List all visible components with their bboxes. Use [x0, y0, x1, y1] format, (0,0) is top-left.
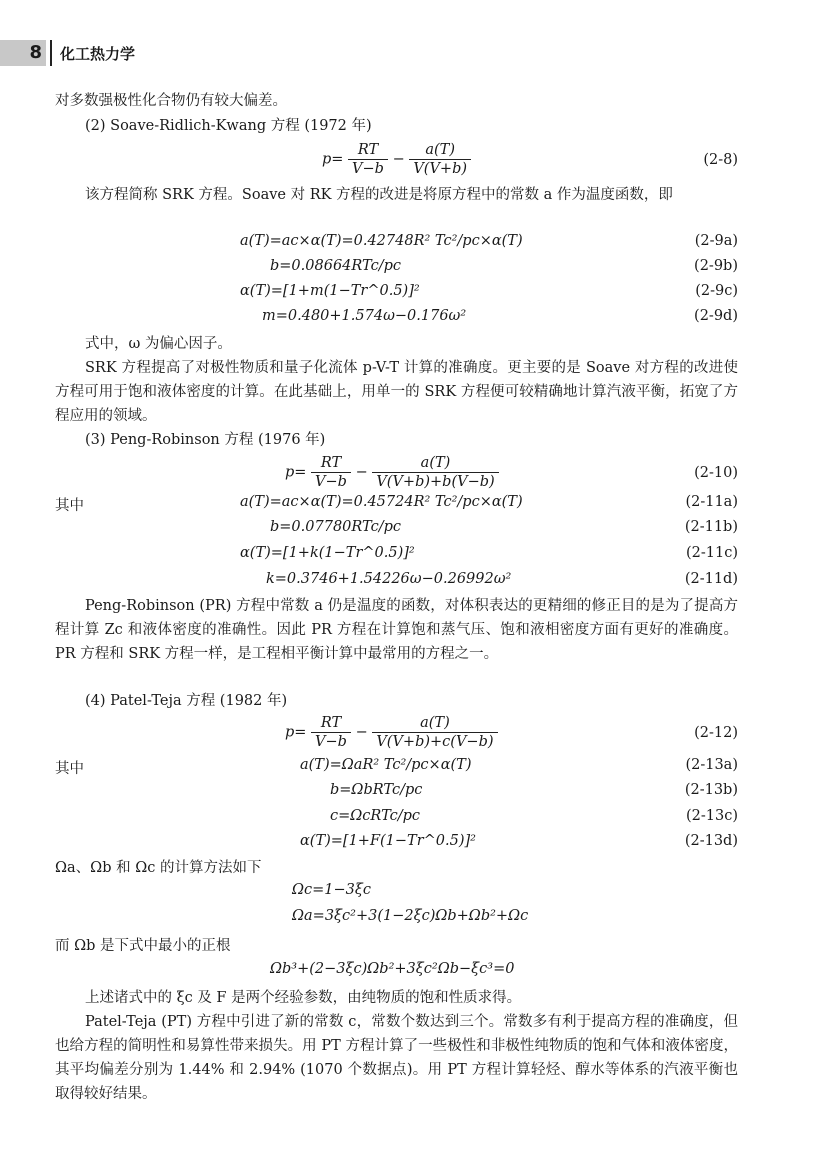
paragraph: 上述诸式中的 ξc 及 F 是两个经验参数，由纯物质的饱和性质求得。	[85, 990, 522, 1006]
equation-2-9d: m=0.480+1.574ω−0.176ω²	[262, 308, 467, 324]
equation-number: (2-9d)	[694, 308, 738, 324]
equation-number: (2-11d)	[684, 571, 738, 587]
equation-2-11b: b=0.07780RTc/pc	[270, 519, 402, 535]
equation-2-9c: α(T)=[1+m(1−Tr^0.5)]²	[240, 283, 420, 299]
equation-number: (2-13c)	[685, 808, 738, 824]
equation-2-13a: a(T)=ΩaR² Tc²/pc×α(T)	[300, 757, 472, 773]
equation-2-11a: a(T)=ac×α(T)=0.45724R² Tc²/pc×α(T)	[240, 494, 523, 510]
equation-number: (2-11c)	[685, 545, 738, 561]
paragraph: 该方程简称 SRK 方程。Soave 对 RK 方程的改进是将原方程中的常数 a 作为温度函数，即	[85, 187, 673, 203]
equation-number: (2-11a)	[685, 494, 738, 510]
label-where: 其中	[55, 498, 84, 514]
paragraph: Peng-Robinson (PR) 方程中常数 a 仍是温度的函数，对体积表达的更精细的修正目的是为了提高方程计算 Zc 和液体密度的准确性。因此 PR 方程在计算饱和蒸气压、饱和液相密度方面有更好的准确度。PR 方程和 SRK 方程一样，是工程相平衡计算中最常用的方程之一。	[55, 598, 738, 662]
equation-2-8: p= $\frac{RT}{V-b}$ − $\frac{a(T)}{V(V+b)}$	[322, 141, 471, 178]
equation-number: (2-9b)	[694, 258, 738, 274]
equation-2-11d: k=0.3746+1.54226ω−0.26992ω²	[266, 571, 512, 587]
section-heading: (3) Peng-Robinson 方程 (1976 年)	[85, 432, 326, 448]
running-header-title: 化工热力学	[60, 45, 136, 63]
paragraph: SRK 方程提高了对极性物质和量子化流体 p-V-T 计算的准确度。更主要的是 Soave 对方程的改进使方程可用于饱和液体密度的计算。在此基础上，用单一的 SRK 方程便可较精确地计算汽液平衡，拓宽了方程应用的领域。	[55, 360, 738, 424]
page-number: 8	[0, 40, 46, 66]
equation-2-10: p= $\frac{RT}{V-b}$ − $\frac{a(T)}{V(V+b)+b(V-b)}$	[285, 454, 499, 491]
equation-2-13c: c=ΩcRTc/pc	[330, 808, 421, 824]
paragraph: Ωa、Ωb 和 Ωc 的计算方法如下	[55, 860, 262, 876]
paragraph: Patel-Teja (PT) 方程中引进了新的常数 c，常数个数达到三个。常数多有利于提高方程的准确度，但也给方程的简明性和易算性带来损失。用 PT 方程计算了一些极性和非极性纯物质的饱和气体和液体密度，其平均偏差分别为 1.44% 和 2.94% (1070 个数据点)。用 PT 方程计算轻烃、醇水等体系的汽液平衡也取得较好结果。	[55, 1014, 738, 1102]
equation-number: (2-10)	[694, 465, 738, 481]
equation-number: (2-11b)	[684, 519, 738, 535]
equation-2-11c: α(T)=[1+k(1−Tr^0.5)]²	[240, 545, 415, 561]
equation-omega-b: Ωb³+(2−3ξc)Ωb²+3ξc²Ωb−ξc³=0	[270, 961, 515, 977]
equation-number: (2-12)	[694, 725, 738, 741]
section-heading: (4) Patel-Teja 方程 (1982 年)	[85, 693, 288, 709]
equation-number: (2-8)	[703, 152, 738, 168]
equation-omega-a: Ωa=3ξc²+3(1−2ξc)Ωb+Ωb²+Ωc	[292, 908, 529, 924]
paragraph: 对多数强极性化合物仍有较大偏差。	[55, 93, 287, 109]
equation-number: (2-13a)	[685, 757, 738, 773]
paragraph: 式中，ω 为偏心因子。	[85, 336, 232, 352]
equation-number: (2-13d)	[684, 833, 738, 849]
equation-2-9b: b=0.08664RTc/pc	[270, 258, 402, 274]
header-divider	[50, 40, 52, 66]
paragraph: 而 Ωb 是下式中最小的正根	[55, 938, 231, 954]
equation-omega-c: Ωc=1−3ξc	[292, 882, 371, 898]
equation-number: (2-9a)	[694, 233, 738, 249]
equation-2-9a: a(T)=ac×α(T)=0.42748R² Tc²/pc×α(T)	[240, 233, 523, 249]
equation-2-13b: b=ΩbRTc/pc	[330, 782, 423, 798]
equation-2-12: p= $\frac{RT}{V-b}$ − $\frac{a(T)}{V(V+b)+c(V-b)}$	[285, 714, 498, 751]
label-where: 其中	[55, 761, 84, 777]
equation-number: (2-13b)	[684, 782, 738, 798]
section-heading: (2) Soave-Ridlich-Kwang 方程 (1972 年)	[85, 118, 372, 134]
equation-2-13d: α(T)=[1+F(1−Tr^0.5)]²	[300, 833, 476, 849]
equation-number: (2-9c)	[695, 283, 738, 299]
